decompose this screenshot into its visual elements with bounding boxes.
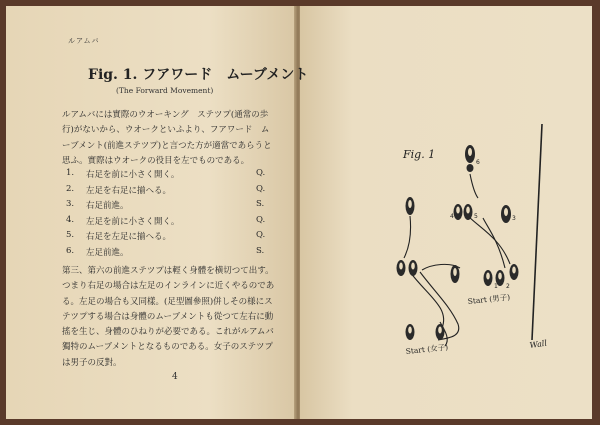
step-number: 2. [66, 183, 75, 194]
step-label: 4 [450, 213, 454, 220]
wall-line [532, 124, 542, 340]
step-label: 6 [476, 159, 480, 166]
step-number-labels [450, 159, 516, 290]
step-label: 1 [494, 283, 498, 290]
footprints [397, 145, 519, 340]
step-timing: Q. [256, 168, 266, 178]
body-paragraph: 第三、第六の前進ステツプは輕く身體を横切つて出す。つまり右足の場合は左足のインラインに近くやるのである。左足の場合も又同樣。(足型圖參照)併しその様にステツプする場合は身體のムーブメントも從つて左右に動搖を生じ、身體のひねりが必要である。これがルアムバ獨特のムーブメントとなるものである。女子のステツプは男子の反對。 [62, 266, 275, 368]
step-number: 3. [66, 199, 75, 209]
step-item [66, 199, 276, 215]
step-timing: S. [256, 245, 265, 256]
step-number: 4. [66, 214, 75, 225]
step-item [66, 168, 276, 184]
step-label: 3 [512, 215, 516, 222]
start-label-woman: Start (女子) [405, 342, 449, 356]
step-number: 1. [66, 168, 75, 178]
step-list [66, 168, 276, 261]
step-number: 5. [66, 230, 75, 240]
step-text: 左足を前に小さく開く。 [86, 216, 180, 227]
footprint-heel [467, 164, 474, 172]
page-number: 4 [172, 372, 178, 382]
diagram-label: Fig. 1 [403, 148, 436, 161]
step-timing: Q. [256, 183, 266, 194]
step-item [66, 246, 276, 262]
step-text: 右足を前に小さく開く。 [86, 170, 180, 180]
step-timing: Q. [256, 230, 266, 240]
step-label: 2 [506, 283, 510, 290]
step-label: 5 [474, 213, 478, 220]
step-text: 右足を左足に揃へる。 [86, 232, 172, 242]
step-text: 右足前進。 [86, 201, 129, 211]
step-text: 左足を右足に揃へる。 [86, 185, 172, 196]
footprint-highlights [399, 148, 516, 334]
figure-title: Fig. 1. フアワード ムーブメント [88, 67, 309, 83]
footprint-diagram [300, 6, 592, 419]
wall-label: Wall [529, 338, 548, 350]
step-timing: Q. [256, 214, 266, 225]
start-label-man: Start (男子) [467, 292, 511, 306]
step-item [66, 230, 276, 246]
running-header: ルアムバ [68, 37, 100, 45]
step-item [66, 184, 276, 200]
figure-subtitle: (The Forward Movement) [116, 86, 214, 95]
step-item [66, 215, 276, 231]
intro-paragraph: ルアムバには實際のウオーキング ステツプ(通常の歩行)がないから、ウオークといふより、フアワード ムーブメント(前進ステツプ)と言つた方が適當であらうと思ふ。實際はウオークの役目を左でものである。 [62, 110, 272, 166]
step-text: 左足前進。 [86, 247, 129, 258]
step-timing: S. [256, 199, 265, 209]
movement-path [404, 174, 510, 346]
step-number: 6. [66, 245, 75, 256]
